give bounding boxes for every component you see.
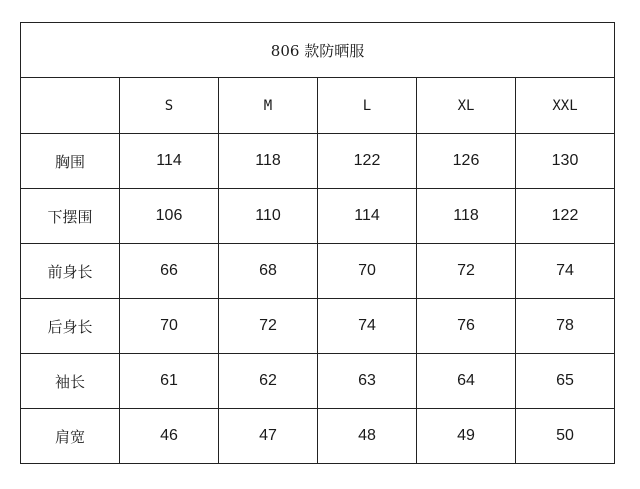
table-cell: 63 [318, 354, 417, 409]
size-header-row [21, 78, 615, 134]
table-cell: 70 [120, 299, 219, 354]
table-cell: 122 [318, 134, 417, 189]
table-cell: 49 [417, 409, 516, 464]
table-cell: 106 [120, 189, 219, 244]
size-header-m: M [219, 78, 318, 134]
table-cell: 46 [120, 409, 219, 464]
table-cell: 50 [516, 409, 615, 464]
table-cell: 122 [516, 189, 615, 244]
table-cell: 66 [120, 244, 219, 299]
table-cell: 78 [516, 299, 615, 354]
table-cell: 62 [219, 354, 318, 409]
table-cell: 47 [219, 409, 318, 464]
table-cell: 68 [219, 244, 318, 299]
table-cell: 72 [219, 299, 318, 354]
table-cell: 126 [417, 134, 516, 189]
size-header-xl: XL [417, 78, 516, 134]
row-label-front-length: 前身长 [21, 244, 120, 299]
table-cell: 76 [417, 299, 516, 354]
table-cell: 65 [516, 354, 615, 409]
table-cell: 118 [417, 189, 516, 244]
size-header-l: L [318, 78, 417, 134]
table-cell: 61 [120, 354, 219, 409]
table-cell: 64 [417, 354, 516, 409]
table-row [21, 244, 615, 299]
table-cell: 130 [516, 134, 615, 189]
table-cell: 118 [219, 134, 318, 189]
size-header-xxl: XXL [516, 78, 615, 134]
table-cell: 74 [318, 299, 417, 354]
table-title: 806 款防晒服 [21, 23, 615, 78]
row-label-chest: 胸围 [21, 134, 120, 189]
table-row [21, 409, 615, 464]
table-cell: 74 [516, 244, 615, 299]
table-cell: 72 [417, 244, 516, 299]
table-cell: 110 [219, 189, 318, 244]
size-header-s: S [120, 78, 219, 134]
table-cell: 48 [318, 409, 417, 464]
table-row [21, 299, 615, 354]
table-cell: 114 [318, 189, 417, 244]
row-label-sleeve-length: 袖长 [21, 354, 120, 409]
table-cell: 114 [120, 134, 219, 189]
table-cell: 70 [318, 244, 417, 299]
table-row [21, 189, 615, 244]
row-label-hem: 下摆围 [21, 189, 120, 244]
title-row [21, 23, 615, 78]
row-label-back-length: 后身长 [21, 299, 120, 354]
table-row [21, 354, 615, 409]
header-corner-cell [21, 78, 120, 134]
table-row [21, 134, 615, 189]
size-chart-table [20, 22, 615, 464]
row-label-shoulder-width: 肩宽 [21, 409, 120, 464]
